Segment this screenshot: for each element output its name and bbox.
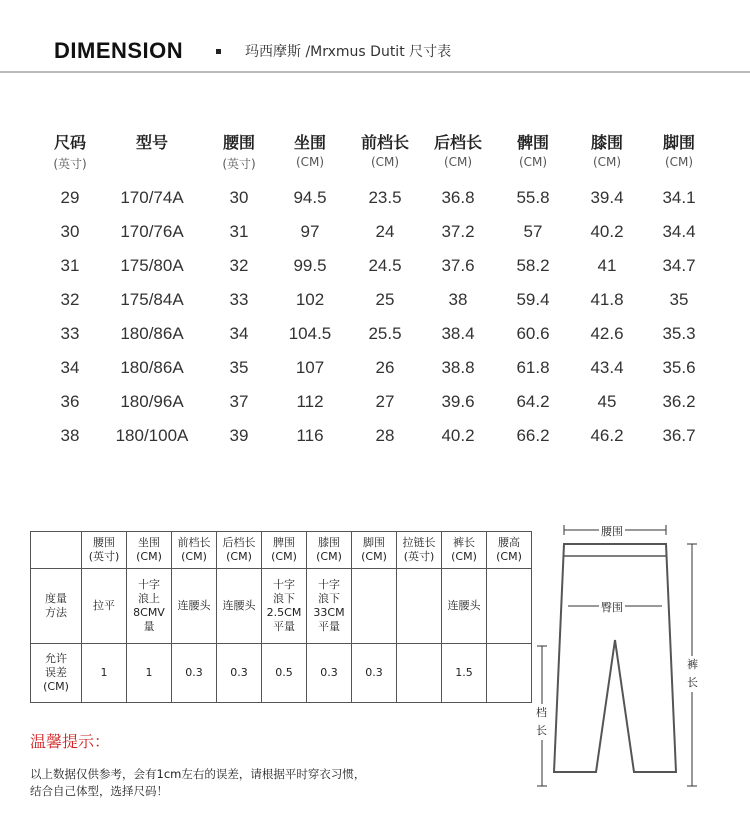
size-col-name: 坐围 (293, 133, 326, 152)
size-table-cell: 36 (60, 392, 80, 411)
tips-line: 结合自己体型，选择尺码！ (30, 784, 168, 798)
size-table-cell: 42.6 (590, 324, 624, 343)
size-table-cell: 34 (60, 358, 80, 377)
size-table-cell: 27 (375, 392, 395, 411)
size-col-header (567, 130, 647, 169)
measure-col-header (352, 532, 397, 569)
cell-line: 8CMV (133, 606, 165, 619)
measure-tolerance-cell: 0.3 (352, 644, 397, 703)
measure-col-header (172, 532, 217, 569)
cell-line: 连腰头 (177, 599, 211, 612)
tips-line: 以上数据仅供参考，会有1cm左右的误差，请根据平时穿衣习惯， (30, 767, 366, 781)
measure-method-row (31, 569, 532, 644)
cell-line: 浪下 (318, 592, 340, 605)
size-table-cell: 31 (60, 256, 80, 275)
size-table-cell: 36.2 (662, 392, 696, 411)
size-col-header (199, 130, 279, 172)
length-label-char: 长 (687, 676, 698, 689)
measure-method-cell (172, 569, 217, 644)
size-table-cell: 32 (60, 290, 80, 309)
measure-tolerance-cell (487, 644, 532, 703)
size-table-cell: 64.2 (516, 392, 550, 411)
size-table-cell: 37.2 (441, 222, 475, 241)
size-table-cell: 170/74A (120, 188, 184, 207)
size-table-cell: 31 (229, 222, 249, 241)
measure-col-header (307, 532, 352, 569)
size-table-cell: 39.4 (590, 188, 624, 207)
size-table-cell: 33 (229, 290, 249, 309)
cell-line: 前档长 (177, 536, 211, 549)
size-table-cell: 39.6 (441, 392, 475, 411)
size-table-cell: 180/100A (115, 426, 189, 445)
size-table-cell: 41.8 (590, 290, 624, 309)
size-table-cell: 35.6 (662, 358, 696, 377)
size-table-cell: 37.6 (441, 256, 475, 275)
page-header (0, 0, 750, 76)
measure-tolerance-cell: 0.3 (172, 644, 217, 703)
cell-line: 脾围 (273, 536, 295, 549)
size-table-cell: 60.6 (516, 324, 550, 343)
measure-col-header (127, 532, 172, 569)
size-col-name: 脚围 (662, 133, 695, 152)
cell-line: 膝围 (318, 536, 340, 549)
size-table-cell: 180/96A (120, 392, 184, 411)
bullet-divider (216, 49, 221, 54)
tips-text (30, 766, 430, 800)
size-table-cell: 24 (375, 222, 395, 241)
measure-method-cell (487, 569, 532, 644)
size-table-cell: 175/84A (120, 290, 184, 309)
size-table-cell: 24.5 (368, 256, 402, 275)
cell-line: 腰围 (93, 536, 115, 549)
size-col-header (418, 130, 498, 169)
cell-line: 平量 (273, 620, 295, 633)
measure-method-cell (262, 569, 307, 644)
size-col-unit: (CM) (664, 155, 694, 169)
cell-line: 坐围 (138, 536, 160, 549)
size-col-unit: (CM) (443, 155, 473, 169)
tips-section (30, 729, 430, 800)
size-table-cell: 107 (295, 358, 325, 377)
cell-line: (CM) (43, 680, 69, 693)
size-table-cell: 66.2 (516, 426, 550, 445)
size-table-cell: 102 (295, 290, 325, 309)
cell-line: (CM) (226, 550, 252, 563)
size-table-cell: 36.7 (662, 426, 696, 445)
cell-line: 浪下 (273, 592, 295, 605)
size-col-name: 髀围 (516, 133, 549, 152)
size-table-cell: 38 (60, 426, 80, 445)
size-col-header (270, 130, 350, 169)
cell-line: (CM) (181, 550, 207, 563)
size-table-cell: 29 (60, 188, 80, 207)
tolerance-label (31, 644, 82, 703)
measure-col-header (487, 532, 532, 569)
size-table-cell: 112 (296, 392, 324, 411)
rise-label-char: 长 (536, 724, 547, 737)
measure-tolerance-cell (397, 644, 442, 703)
rise-label (534, 704, 549, 740)
size-table-cell: 38.8 (441, 358, 475, 377)
rise-label-char: 档 (536, 706, 547, 719)
measure-method-cell (127, 569, 172, 644)
cell-line: 浪上 (138, 592, 160, 605)
size-col-unit: (英寸) (53, 157, 87, 171)
size-table-cell: 37 (229, 392, 249, 411)
size-table-cell: 35 (669, 290, 689, 309)
cell-line: (英寸) (403, 550, 435, 563)
measure-col-header (217, 532, 262, 569)
measure-header-row (31, 532, 532, 569)
size-table-cell: 33 (60, 324, 80, 343)
size-table-cell: 104.5 (288, 324, 332, 343)
cell-line: 十字 (273, 578, 295, 591)
cell-line: 连腰头 (222, 599, 256, 612)
measure-tolerance-cell: 0.3 (307, 644, 352, 703)
size-table-cell: 30 (60, 222, 80, 241)
size-table-cell: 94.5 (293, 188, 327, 207)
cell-line: 量 (143, 620, 155, 633)
measure-col-header (82, 532, 127, 569)
size-col-unit: (CM) (592, 155, 622, 169)
size-table-cell: 46.2 (590, 426, 624, 445)
cell-line: 裤长 (453, 536, 475, 549)
cell-line: 方法 (45, 606, 67, 619)
size-col-name: 后档长 (433, 133, 482, 152)
measure-tolerance-cell: 0.5 (262, 644, 307, 703)
cell-line: 十字 (318, 578, 340, 591)
measure-col-header (442, 532, 487, 569)
measure-tolerance-cell: 1.5 (442, 644, 487, 703)
size-table-cell: 116 (296, 426, 324, 445)
method-label (31, 569, 82, 644)
size-table-cell: 40.2 (441, 426, 475, 445)
size-table-cell: 99.5 (293, 256, 327, 275)
measure-col-header (397, 532, 442, 569)
cell-line: 平量 (318, 620, 340, 633)
size-table-cell: 30 (229, 188, 249, 207)
size-table-cell: 25 (375, 290, 395, 309)
measure-method-cell (442, 569, 487, 644)
size-col-name: 型号 (135, 133, 168, 152)
size-col-unit: (CM) (370, 155, 400, 169)
size-table-cell: 39 (229, 426, 249, 445)
cell-line: (CM) (316, 550, 342, 563)
cell-line: 度量 (45, 592, 67, 605)
header-rule (0, 71, 750, 73)
size-table-cell: 55.8 (516, 188, 550, 207)
cell-line: 允许 (45, 652, 67, 665)
size-table-cell: 170/76A (120, 222, 184, 241)
size-table-cell: 38 (448, 290, 468, 309)
size-table-cell: 35 (229, 358, 249, 377)
size-table-cell: 25.5 (368, 324, 402, 343)
size-col-header (639, 130, 719, 169)
size-table-cell: 45 (597, 392, 617, 411)
cell-line: 连腰头 (447, 599, 481, 612)
measure-method-cell (397, 569, 442, 644)
measure-tolerance-row (31, 644, 532, 703)
size-table-cell: 58.2 (516, 256, 550, 275)
measure-method-cell (82, 569, 127, 644)
size-table-cell: 40.2 (590, 222, 624, 241)
length-label-char: 裤 (687, 658, 698, 671)
cell-line: 后档长 (222, 536, 256, 549)
size-table-cell: 180/86A (120, 358, 184, 377)
size-table-cell: 97 (300, 222, 320, 241)
size-table-cell: 34 (229, 324, 249, 343)
cell-line: (英寸) (88, 550, 120, 563)
size-table-cell: 36.8 (441, 188, 475, 207)
length-label (685, 656, 700, 692)
waist-label: 腰围 (601, 525, 623, 538)
size-table-cell: 26 (375, 358, 395, 377)
size-table-cell: 175/80A (120, 256, 184, 275)
size-table-cell: 23.5 (368, 188, 402, 207)
page-title: DIMENSION (54, 38, 184, 63)
size-table-cell: 180/86A (120, 324, 184, 343)
size-col-header (30, 130, 110, 172)
size-col-name: 前档长 (360, 133, 409, 152)
measure-tolerance-cell: 1 (127, 644, 172, 703)
pants-outline (554, 544, 676, 772)
measure-method-cell (217, 569, 262, 644)
cell-line: (CM) (451, 550, 477, 563)
size-col-name: 腰围 (222, 133, 255, 152)
measurement-table (30, 531, 532, 703)
cell-line: 脚围 (363, 536, 385, 549)
cell-line: 拉平 (93, 599, 115, 612)
tips-title: 温馨提示： (30, 732, 111, 751)
measure-col-header (262, 532, 307, 569)
size-col-header (345, 130, 425, 169)
measure-tolerance-cell: 0.3 (217, 644, 262, 703)
size-table-cell: 61.8 (516, 358, 550, 377)
size-col-header (112, 130, 192, 155)
size-table-cell: 34.1 (662, 188, 696, 207)
size-col-unit: (CM) (518, 155, 548, 169)
page-subtitle: 玛西摩斯 /Mrxmus Dutit 尺寸表 (245, 44, 452, 60)
size-table-cell: 34.4 (662, 222, 696, 241)
size-table-cell: 38.4 (441, 324, 475, 343)
cell-line: 十字 (138, 578, 160, 591)
size-table-cell: 43.4 (590, 358, 624, 377)
measure-tolerance-cell: 1 (82, 644, 127, 703)
measure-method-cell (352, 569, 397, 644)
cell-line: (CM) (496, 550, 522, 563)
size-col-name: 尺码 (53, 133, 86, 152)
size-col-unit: (CM) (295, 155, 325, 169)
size-col-unit: (英寸) (222, 157, 256, 171)
corner-cell (31, 532, 82, 569)
cell-line: (CM) (136, 550, 162, 563)
size-col-header (493, 130, 573, 169)
size-table-cell: 41 (597, 256, 617, 275)
size-table-cell: 35.3 (662, 324, 696, 343)
size-table-cell: 28 (375, 426, 395, 445)
cell-line: 误差 (45, 666, 67, 679)
cell-line: 33CM (313, 606, 345, 619)
measure-method-cell (307, 569, 352, 644)
size-table-cell: 59.4 (516, 290, 550, 309)
size-table-cell: 57 (523, 222, 543, 241)
cell-line: 拉链长 (402, 536, 436, 549)
hip-label: 臀围 (601, 601, 623, 614)
size-col-name: 膝围 (590, 133, 623, 152)
cell-line: 2.5CM (266, 606, 302, 619)
pants-diagram (530, 520, 745, 790)
size-table-cell: 34.7 (662, 256, 696, 275)
size-table-cell: 32 (229, 256, 249, 275)
cell-line: 腰高 (498, 536, 520, 549)
cell-line: (CM) (271, 550, 297, 563)
cell-line: (CM) (361, 550, 387, 563)
